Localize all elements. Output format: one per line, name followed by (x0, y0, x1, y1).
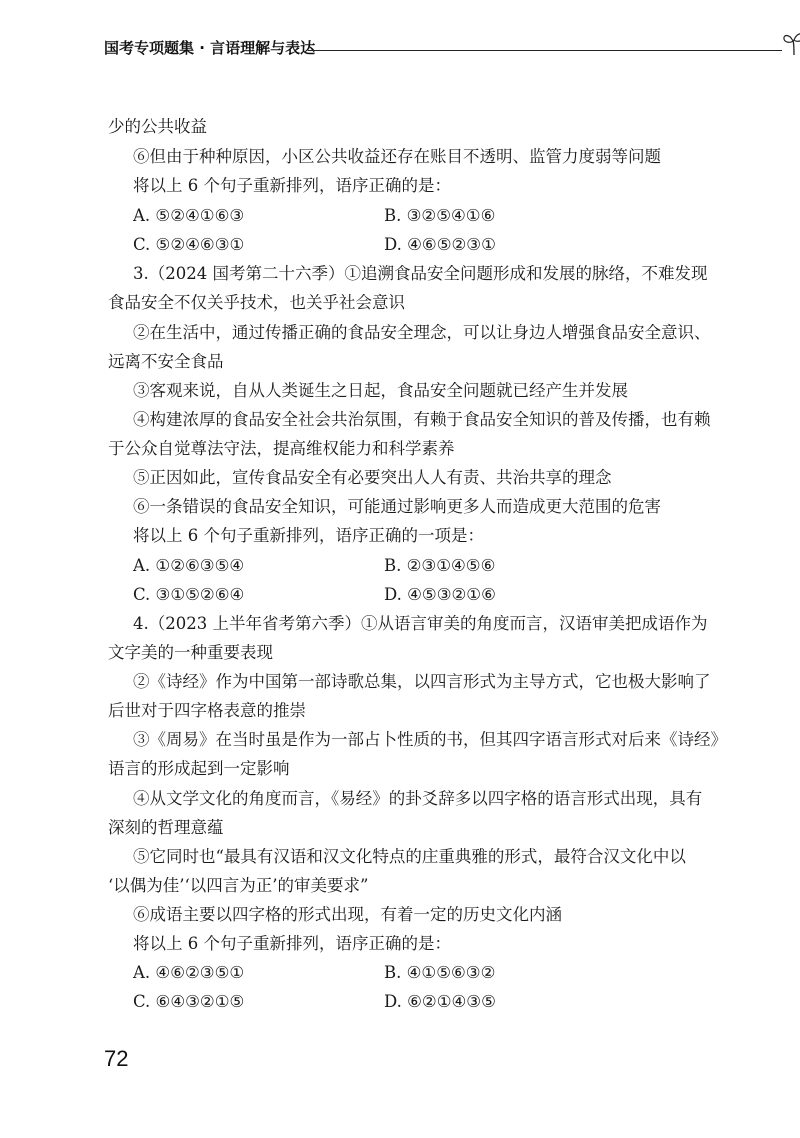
q4-sentence-2-cont: 后世对于四字格表意的推崇 (108, 701, 306, 720)
header-title: 国考专项题集 · 言语理解与表达 (104, 39, 316, 57)
q3-option-a: A. ①②⑥③⑤④ (133, 556, 245, 575)
q3-sentence-1: 3.（2024 国考第二十六季）①追溯食品安全问题形成和发展的脉络，不难发现 (133, 264, 708, 283)
q4-option-d: D. ⑥②①④③⑤ (384, 992, 496, 1011)
q3-sentence-6: ⑥一条错误的食品安全知识，可能通过影响更多人而造成更大范围的危害 (133, 497, 661, 516)
q4-sentence-2: ②《诗经》作为中国第一部诗歌总集，以四言形式为主导方式，它也极大影响了 (133, 672, 711, 691)
q3-sentence-4: ④构建浓厚的食品安全社会共治氛围，有赖于食品安全知识的普及传播，也有赖 (133, 410, 711, 429)
q4-option-b: B. ④①⑤⑥③② (384, 963, 496, 982)
q4-sentence-3-cont: 语言的形成起到一定影响 (108, 759, 290, 778)
q4-option-c: C. ⑥④③②①⑤ (133, 992, 245, 1011)
sprout-icon (780, 30, 800, 56)
q3-option-c: C. ③①⑤②⑥④ (133, 585, 245, 604)
q3-option-b: B. ②③①④⑤⑥ (384, 556, 496, 575)
q2-option-d: D. ④⑥⑤②③① (384, 235, 496, 254)
q2-option-c: C. ⑤②④⑥③① (133, 235, 245, 254)
q4-sentence-5: ⑤它同时也“最具有汉语和汉文化特点的庄重典雅的形式，最符合汉文化中以 (133, 847, 686, 866)
q3-sentence-5: ⑤正因如此，宣传食品安全有必要突出人人有责、共治共享的理念 (133, 468, 612, 487)
q4-sentence-4-cont: 深刻的哲理意蕴 (108, 818, 224, 837)
q3-sentence-3: ③客观来说，自从人类诞生之日起，食品安全问题就已经产生并发展 (133, 381, 628, 400)
q3-instruction: 将以上 6 个句子重新排列，语序正确的一项是： (133, 526, 484, 545)
q3-sentence-4-cont: 于公众自觉尊法守法，提高维权能力和科学素养 (108, 439, 455, 458)
q3-option-d: D. ④⑤③②①⑥ (384, 585, 496, 604)
q2-instruction: 将以上 6 个句子重新排列，语序正确的是： (133, 176, 451, 195)
q4-option-a: A. ④⑥②③⑤① (133, 963, 245, 982)
q2-option-a: A. ⑤②④①⑥③ (133, 206, 245, 225)
page-number: 72 (104, 1046, 129, 1071)
running-header (104, 38, 704, 62)
q3-sentence-2: ②在生活中，通过传播正确的食品安全理念，可以让身边人增强食品安全意识、 (133, 323, 711, 342)
header-rule (308, 50, 782, 51)
q2-option-b: B. ③②⑤④①⑥ (384, 206, 496, 225)
q2-option-text-tail: 少的公共收益 (108, 117, 207, 136)
q4-instruction: 将以上 6 个句子重新排列，语序正确的是： (133, 934, 451, 953)
q3-sentence-2-cont: 远离不安全食品 (108, 352, 224, 371)
q3-sentence-1-cont: 食品安全不仅关乎技术，也关乎社会意识 (108, 293, 405, 312)
q4-sentence-1-cont: 文字美的一种重要表现 (108, 643, 273, 662)
q4-sentence-1: 4.（2023 上半年省考第六季）①从语言审美的角度而言，汉语审美把成语作为 (133, 614, 708, 633)
q2-sentence-6: ⑥但由于种种原因，小区公共收益还存在账目不透明、监管力度弱等问题 (133, 147, 661, 166)
q4-sentence-3: ③《周易》在当时虽是作为一部占卜性质的书，但其四字语言形式对后来《诗经》 (133, 730, 727, 749)
q4-sentence-6: ⑥成语主要以四字格的形式出现，有着一定的历史文化内涵 (133, 905, 562, 924)
q4-sentence-4: ④从文学文化的角度而言，《易经》的卦爻辞多以四字格的语言形式出现，具有 (133, 789, 703, 808)
q4-sentence-5-cont: ‘以偶为佳’‘以四言为正’的审美要求” (108, 876, 369, 895)
